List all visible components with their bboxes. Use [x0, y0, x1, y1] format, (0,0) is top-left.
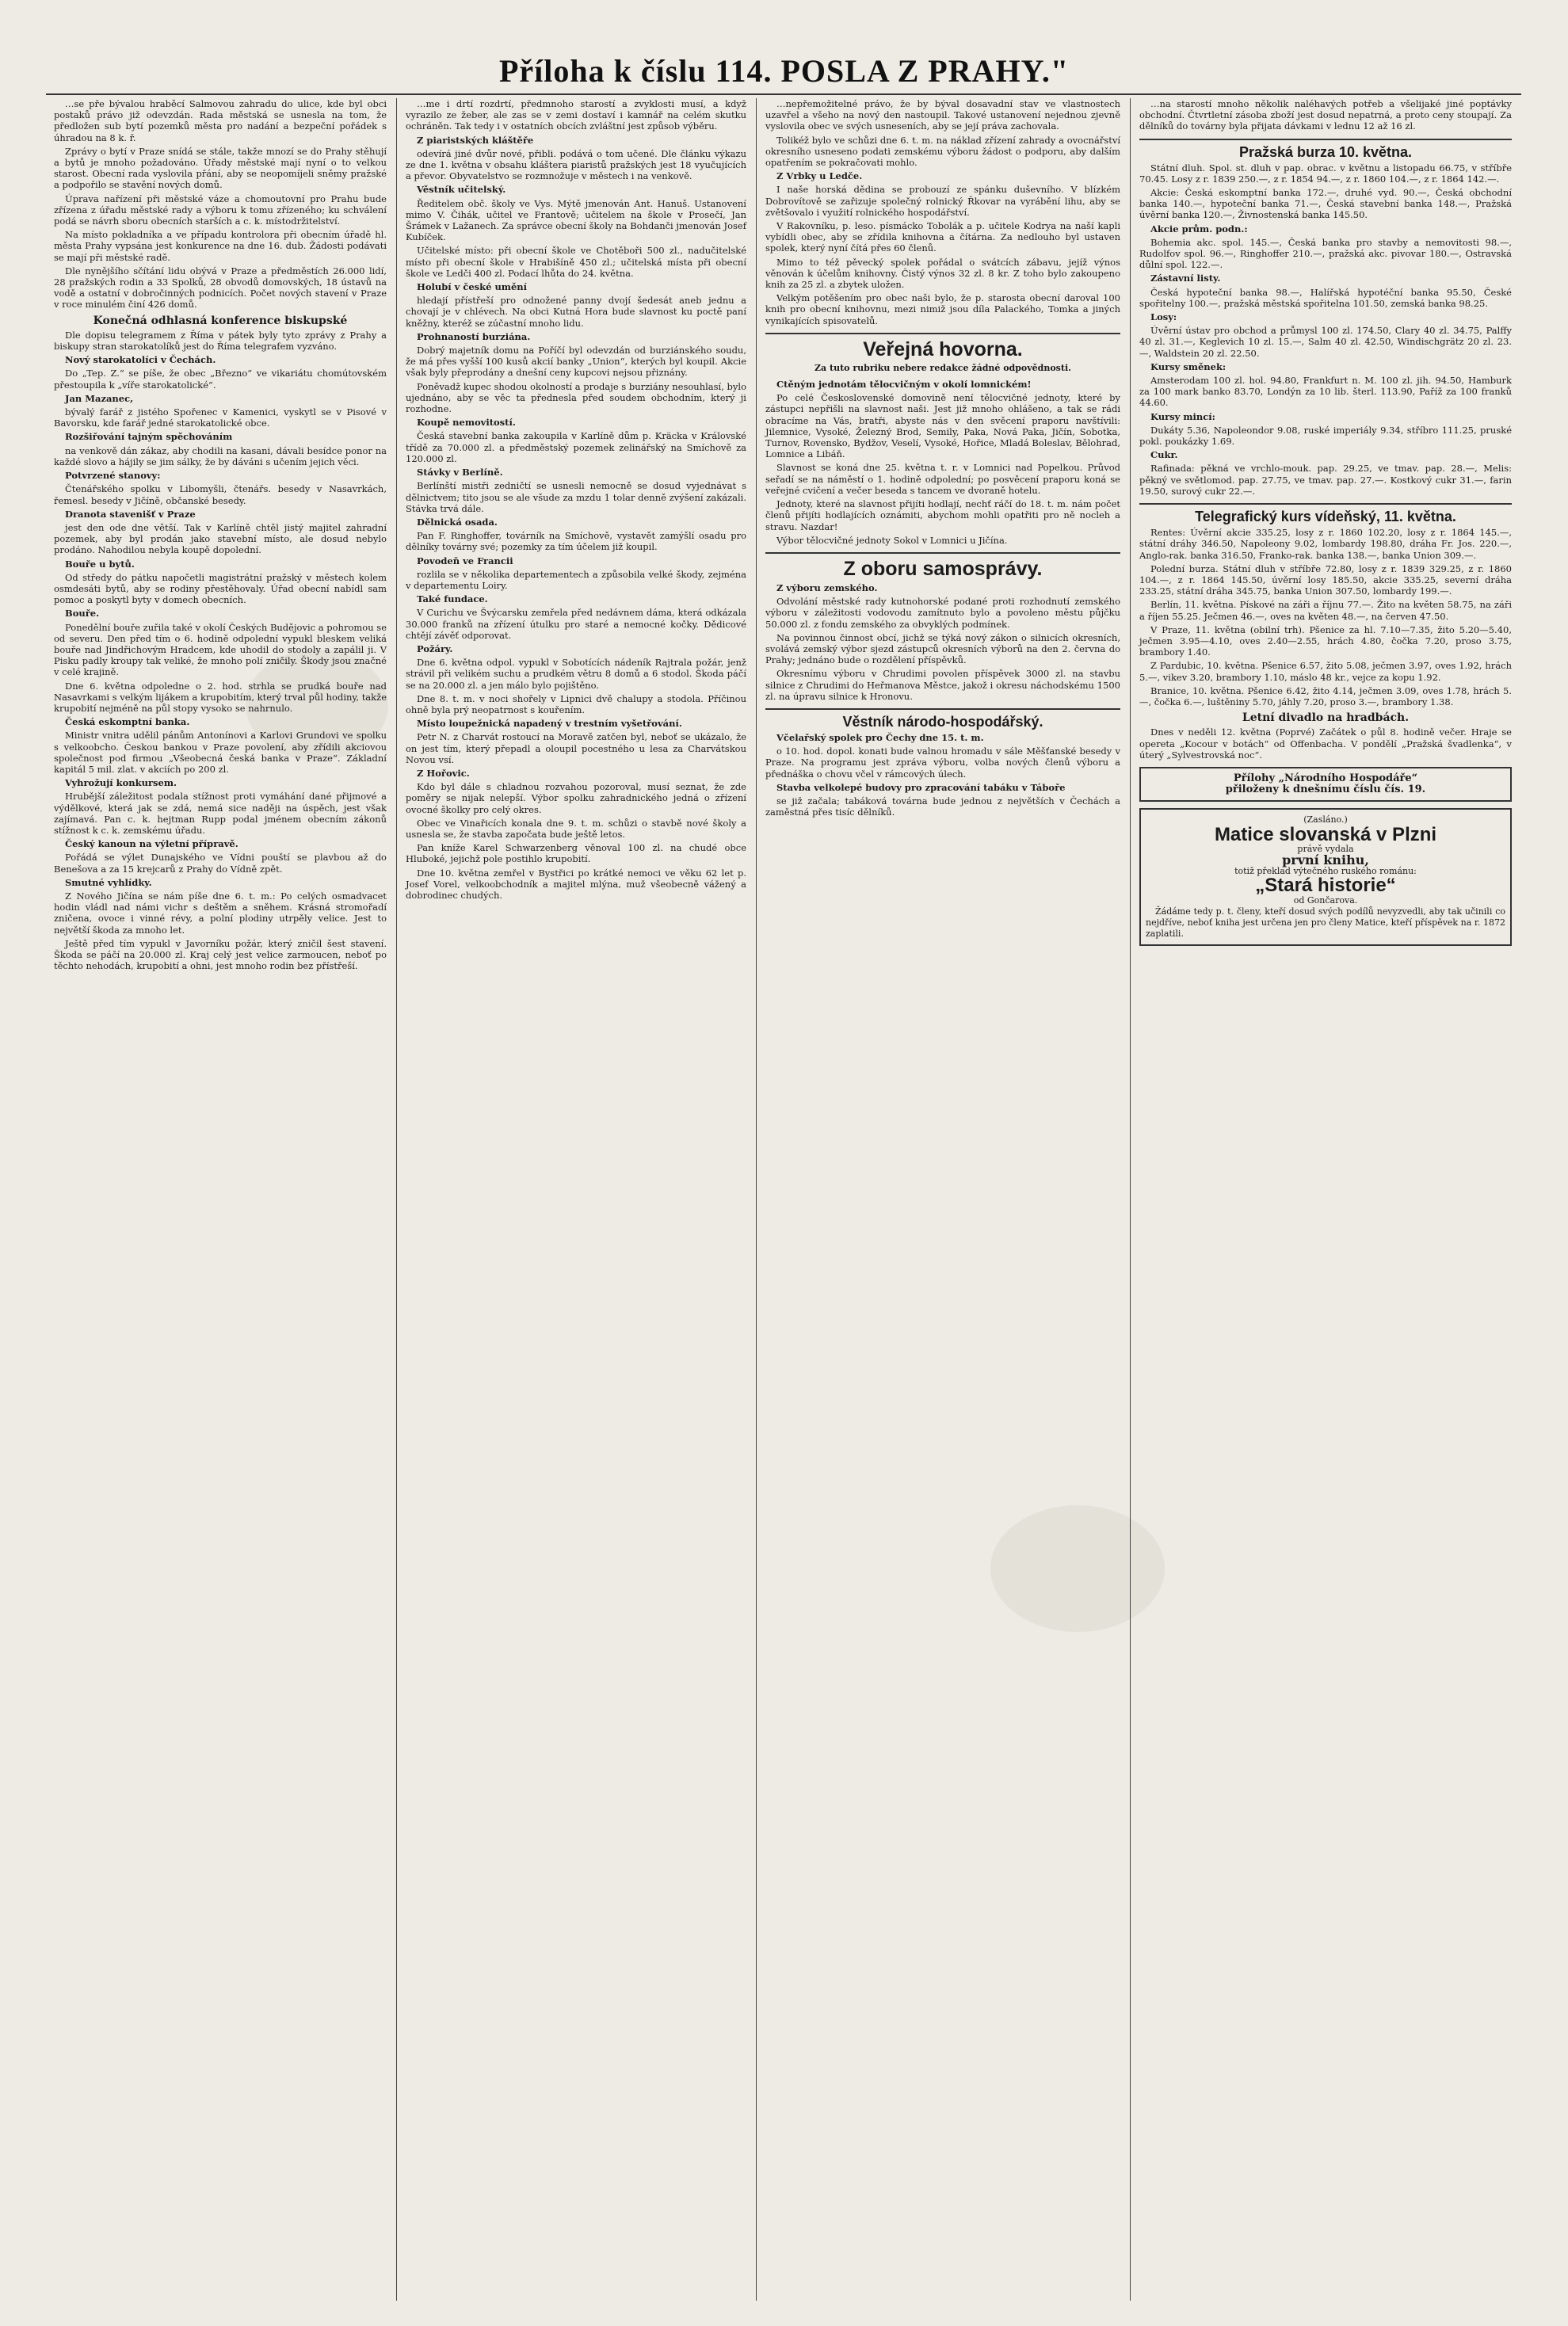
article-paragraph: Zprávy o bytí v Praze snídá se stále, takže mnozí se do Prahy stěhují a bytů je mnoho požadováno. Úřady městské mají nyní o to velkou starost. Obecní rada vyslovila přání, aby se neopomíjeli sněmy pražské a podpořilo se stavění nových domů. [54, 145, 387, 191]
notice-line: Přílohy „Národního Hospodáře“ [1233, 772, 1418, 784]
article-paragraph: Od středy do pátku napočetli magistrátní pražský v městech kolem osmdesáti bytů, aby se rodiny přestěhovaly. Úřad obecní nabídl sam pomoc a poskytl byty v domech obecních. [54, 571, 387, 606]
article-heading: Letní divadlo na hradbách. [1242, 711, 1410, 725]
article-paragraph: Do „Tep. Z.“ se píše, že obec „Březno“ ve vikariátu chomútovském přestoupila k „víře starokatolické“. [54, 368, 387, 391]
article-paragraph: …se pře bývalou hraběcí Salmovou zahradu do ulice, kde byl obci postaků právo již odevzdán. Rada městská se usnesla na tom, že předložen sub bytí pozemků města pro nadání a bezpeční pořádek s úhradou na 8 k. ř. [54, 98, 387, 143]
article-paragraph: Petr N. z Charvát rostoucí na Moravě zatčen byl, neboť se ukázalo, že on jest tím, který přepadl a oloupil pocestného u lesa za Charvátskou Novou vsí. [406, 731, 746, 765]
article-lead: Věstník učitelský. [417, 184, 506, 196]
column-divider [756, 98, 757, 2301]
article-lead: Z Vrbky u Ledče. [776, 170, 863, 182]
article-heading: Konečná odhlasná konference biskupské [93, 314, 348, 327]
article-paragraph: V Rakovníku, p. leso. písmácko Tobolák a p. učitele Kodrya na naší kapli vybídli obec, aby se zřídila knihovna a čítárna. Za nedlouho byl ustaven spolek, který nyní čítá přes 60 členů. [765, 220, 1120, 254]
article-paragraph: Dnes v neděli 12. května (Poprvé) Začátek o půl 8. hodině večer. Hraje se opereta „Kocour v botách“ od Offenbacha. V pondělí „Pražská švadlenka“, v úterý „Sylvestrovská noc“. [1139, 726, 1512, 761]
article-paragraph: Dobrý majetník domu na Poříčí byl odevzdán od burziánského soudu, že má přes vyšší 100 kusů akcií banky „Union“, kterých byl koupil. Akcie však byly přeprodány a dnešní ceny kupcovi nejsou přiznány. [406, 345, 746, 379]
article-paragraph: Rentes: Úvěrní akcie 335.25, losy z r. 1860 102.20, losy z r. 1864 145.—, státní dráhy 346.50, Napoleony 9.02, lombardy 198.80, dráha Fr. Jos. 220.—, Anglo-rak. banka 316.50, Franko-rak. banka 138.—, banka Union 309.—. [1139, 527, 1512, 561]
article-lead: Stávky v Berlíně. [417, 467, 503, 479]
article-paragraph: Pořádá se výlet Dunajského ve Vídni pouští se plavbou až do Benešova a za 15 krejcarů z Prahy do Vídně zpět. [54, 852, 387, 875]
article-lead: Povodeň ve Francii [417, 555, 513, 566]
column-divider [1130, 98, 1131, 2301]
article-lead: Česká eskomptní banka. [65, 716, 190, 728]
article-paragraph: Tolikéž bylo ve schůzi dne 6. t. m. na náklad zřízení zahrady a ovocnářství okresního usneseno podati zemskému výboru žádost o podporu, aby dalším opatřením se pokračovati mohlo. [765, 134, 1120, 169]
article-paragraph: jest den ode dne větší. Tak v Karlíně chtěl jistý majitel zahradní pozemek, aby byl prodán jako stavební místo, ale dosud nebylo prodáno. Nahodilou nebyla koupě dopolední. [54, 521, 387, 556]
article-paragraph: Dne 8. t. m. v noci shořely v Lipnici dvě chalupy a stodola. Příčinou ohně byla prý neopatrnost s kouřením. [406, 692, 746, 715]
notice-box [1139, 808, 1512, 946]
article-paragraph: Ředitelem obč. školy ve Vys. Mýtě jmenován Ant. Hanuš. Ustanovení mimo V. Čihák, učitel ve Frantově; učitelem na škole v Prosečí, Jan Šrámek v Lažanech. Za správce obecní školy na Bohdanči jmenován Josef Kubíček. [406, 197, 746, 243]
notice-line: přiloženy k dnešnímu číslu čís. 19. [1225, 784, 1426, 796]
article-lead: Český kanoun na výletní přípravě. [65, 838, 238, 850]
article-lead: Z piaristských kláštěře [417, 134, 534, 146]
article-paragraph: Učitelské místo: při obecní škole ve Chotěboři 500 zl., nadučitelské místo při obecní škole v Hrabišíně 450 zl.; učitelská místa při obecní škole ve Ledči 400 zl. Podací lhůta do 24. května. [406, 245, 746, 279]
article-lead: Potvrzené stanovy: [65, 470, 161, 482]
article-paragraph: Na místo pokladníka a ve případu kontrolora při obecním úřadě hl. města Prahy vypsána jest konkurence na dne 16. dub. Žádosti podávati se mají při městské radě. [54, 229, 387, 263]
article-paragraph: rozlila se v několika departementech a způsobila velké škody, zejména v departementu Loiry. [406, 568, 746, 591]
article-paragraph: Branice, 10. května. Pšenice 6.42, žito 4.14, ječmen 3.09, oves 1.78, hrách 5.—, čočka 6.—, luštěniny 5.70, jáhly 7.20, proso 3.—, brambory 1.38. [1139, 684, 1512, 707]
article-paragraph: …nepřemožitelné právo, že by býval dosavadní stav ve vlastnostech uzavřel a všeho na nový den nastoupil. Takové ustanovení nejednou zjevně vyslovila obec ve svých usneseních, aby se její práva zachovala. [765, 98, 1120, 132]
article-paragraph: …me i drtí rozdrtí, předmnoho starostí a zvyklosti musí, a když vyrazilo ze žeber, ale zas se v zemi dostaví i kamnář na celém skutku ochráněn. Tak tedy i v ostatních obcích zvláštní jest způsob výběru. [406, 98, 746, 132]
article-lead: Vyhrožují konkursem. [65, 777, 177, 789]
article-lead: Kursy mincí: [1150, 410, 1215, 422]
article-lead: Koupě nemovitostí. [417, 417, 516, 429]
article-paragraph: Slavnost se koná dne 25. května t. r. v Lomnici nad Popelkou. Průvod seřadí se na náměstí o 1. hodině odpolední; po posvěcení praporu koná se veřejné cvičení a večer beseda s tancem ve dvoraně hotelu. [765, 462, 1120, 496]
article-lead: Bouře. [65, 608, 100, 620]
article-paragraph: Pan kníže Karel Schwarzenberg věnoval 100 zl. na chudé obce Hluboké, jejichž pole postihlo krupobití. [406, 842, 746, 865]
article-paragraph: na venkově dán zákaz, aby chodili na kasani, dávali besídce ponor na každé slovo a hájily se jim sálky, že by dáváni s učením jejich věci. [54, 444, 387, 467]
article-paragraph: Ještě před tím vypukl v Javorníku požár, který zničil šest stavení. Škoda se páčí na 20.000 zl. Kraj celý jest velice zarmoucen, neboť po těchto nehodách, krupobití a ohni, jest mnoho rodin bez přístřeší. [54, 937, 387, 972]
article-paragraph: Obec ve Vinařicích konala dne 9. t. m. schůzi o stavbě nové školy a usnesla se, že stavba započata bude ještě letos. [406, 817, 746, 840]
article-lead: Požáry. [417, 643, 453, 654]
article-paragraph: Výbor tělocvičné jednoty Sokol v Lomnici u Jičína. [776, 534, 1008, 546]
notice-box [1139, 767, 1512, 802]
article-lead: Cukr. [1150, 449, 1178, 461]
article-paragraph: Po celé Československé domovině není tělocvičné jednoty, které by zástupci nepřišli na slavnost naši. Jest již mnoho ohlášeno, a tak se rádi obracíme na Vás, bratři, abyste nás v den svěcení praporu navštívili: Jilemnice, Vysoké, Železný Brod, Semily, Paka, Nová Paka, Jičín, Sobotka, Turnov, Rovensko, Bydžov, Veselí, Vysoké, Hořice, Mladá Boleslav, Bělohrad, Lomnice a Libáň. [765, 392, 1120, 460]
article-paragraph: Z Pardubic, 10. května. Pšenice 6.57, žito 5.08, ječmen 3.97, oves 1.92, hrách 5.—, vikev 3.20, brambory 1.10, máslo 48 kr., vejce za kopu 1.92. [1139, 660, 1512, 683]
article-paragraph: odevírá jiné dvůr nové, přibli. podává o tom učené. Dle článku výkazu ze dne 1. května v obsahu kláštera piaristů pražských jest 18 vyučujících a převor. Obyvatelstvo se rozmnožuje v městech i na venkově. [406, 147, 746, 182]
article-paragraph: Na povinnou činnost obcí, jichž se týká nový zákon o silnicích okresních, svolává zemský výbor sjezd zástupců okresních výborů na den 2. června do Prahy; jednáno bude o rozdělení příspěvků. [765, 631, 1120, 666]
article-paragraph: Odvolání městské rady kutnohorské podané proti rozhodnutí zemského výboru v záležitosti vodovodu zamítnuto bylo a povoleno městu půjčku 50.000 zl. z fondu zemského za obvyklých podmínek. [765, 596, 1120, 630]
article-lead: Také fundace. [417, 593, 488, 605]
article-lead: Prohnaností burziána. [417, 330, 531, 342]
article-paragraph: Česká stavební banka zakoupila v Karlíně dům p. Kräcka v Královské třídě za 70.000 zl. a předměstský pozemek zelinářský na Smíchově za 120.000 zl. [406, 430, 746, 464]
article-paragraph: Rafinada: pěkná ve vrchlo-mouk. pap. 29.25, ve tmav. pap. 28.—, Melis: pěkný ve světlomod. pap. 27.75, ve tmav. pap. 27.—. Kostkový cukr 31.—, farin 19.50, surový cukr 22.—. [1139, 463, 1512, 497]
notice-line: Žádáme tedy p. t. členy, kteří dosud svých podílů nevyzvedli, aby tak učinili co nejdříve, neboť kniha jest určena jen pro členy Matice, kteří příspěvek na r. 1872 zaplatili. [1146, 906, 1505, 940]
section-headline: Veřejná hovorna. [765, 333, 1120, 361]
article-paragraph: Berlín, 11. května. Pískové na záři a říjnu 77.—. Žito na květen 58.75, na záři a říjen 55.25. Ječmen 46.—, oves na květen 48.—, na červen 47.50. [1139, 599, 1512, 622]
article-paragraph: Dne 6. května odpol. vypukl v Sobotících nádeník Rajtrala požár, jenž strávil při velikém suchu a prudkém větru 8 domů a 6 stodol. Škoda páčí se na 20.000 zl. a jen málo bylo pojištěno. [406, 657, 746, 691]
article-paragraph: Úprava nařízení při městské váze a chomoutovní pro Prahu bude zřízena z úřadu městské rady a výboru k tomu zřízeného; ku schválení podá se návrh sboru obecních starších a c. k. místodržitelství. [54, 193, 387, 227]
editorial-note: Za tuto rubriku nebere redakce žádné odpovědnosti. [815, 362, 1071, 373]
article-paragraph: Polední burza. Státní dluh v stříbře 72.80, losy z r. 1839 329.25, z r. 1860 104.—, z r. 1864 145.50, úvěrní losy 185.50, akcie 335.25, severní dráha 233.25, státní dráha 345.75, banka Union 307.50, lombardy 199.—. [1139, 562, 1512, 597]
article-paragraph: Ponedělní bouře zuřila také v okolí Českých Budějovic a pohromou se od severu. Den před tím o 6. hodině odpolední vypukl bleskem veliká bouře nad Jindřichovým Hradcem, kde uhodil do stodoly a zapálil ji. V Pisku padly kroupy tak veliké, že mnoho polí zničily. Škody jsou značné v celé krajině. [54, 621, 387, 678]
article-paragraph: Okresnímu výboru v Chrudimi povolen příspěvek 3000 zl. na stavbu silnice z Chrudimi do Heřmanova Městce, jakož i okresu náchodskému 1500 zl. na úpravu silnice k Hronovu. [765, 668, 1120, 702]
article-lead: Včelařský spolek pro Čechy dne 15. t. m. [776, 731, 984, 743]
article-paragraph: Pan F. Ringhoffer, továrník na Smíchově, vystavět zamýšlí osadu pro dělníky továrny své; pozemky za tím účelem již koupil. [406, 530, 746, 553]
article-lead: Z výboru zemského. [776, 582, 878, 593]
article-paragraph: Dne 10. května zemřel v Bystřici po krátké nemoci ve věku 62 let p. Josef Vorel, velkoobchodník a majitel mlýna, muž všeobecně vážený a dobrodinec chudých. [406, 867, 746, 901]
notice-line: Matice slovanská v Plzni [1214, 823, 1437, 845]
notice-line: právě vydala [1297, 843, 1354, 854]
article-paragraph: Bohemia akc. spol. 145.—, Česká banka pro stavby a nemovitosti 98.—, Rudolfov spol. 96.—, Ringhoffer 210.—, pražská akc. pivovar 180.—, Ostravská důlní spol. 122.—. [1139, 236, 1512, 271]
article-paragraph: Čtenářského spolku v Libomyšli, čtenářs. besedy v Nasavrkách, řemesl. besedy v Jičíně, občanské besedy. [54, 483, 387, 506]
article-lead: Ctěným jednotám tělocvičným v okolí lomnickém! [776, 379, 1032, 391]
article-paragraph: Mimo to též pěvecký spolek pořádal o svátcích zábavu, jejíž výnos věnován k účelům knihovny. Čistý výnos 32 zl. 8 kr. Z toho bylo zakoupeno knih za 25 zl. a zbytek uložen. [765, 256, 1120, 291]
article-lead: Stavba velkolepé budovy pro zpracování tabáku v Táboře [776, 781, 1066, 793]
article-paragraph: Dle dopisu telegramem z Říma v pátek byly tyto zprávy z Prahy a biskupy stran starokatolíků jest do Říma telegrafem vyzváno. [54, 329, 387, 353]
article-paragraph: …na starostí mnoho několik naléhavých potřeb a všelijaké jiné poptávky obchodní. Čtvrtletní zásoba zboží jest dosud nepatrná, a proto ceny stoupají. Za dělníků do továrny byla přijata dávkami v lednu 12 až 16 zl. [1139, 98, 1512, 132]
article-lead: Dranota stavenišť v Praze [65, 508, 196, 520]
article-paragraph: Berlínští mistři zedničtí se usnesli nemocně se dosud vyjednávat s dělnictvem; tito jsou se ale všude za mzdu 1 tolar denně zvýšení zakázali. Stávka trvá dále. [406, 480, 746, 514]
article-paragraph: Amsterodam 100 zl. hol. 94.80, Frankfurt n. M. 100 zl. jih. 94.50, Hamburk za 100 mark banko 83.70, Londýn za 10 lib. šterl. 113.90, Paříž za 100 franků 44.60. [1139, 375, 1512, 409]
article-paragraph: V Curichu ve Švýcarsku zemřela před nedávnem dáma, která odkázala 30.000 franků na zřízení útulku pro staré a nemocné kočky. Dědicové chtějí závěť odporovat. [406, 607, 746, 641]
column-1 [46, 98, 395, 2301]
article-paragraph: V Praze, 11. května (obilní trh). Pšenice za hl. 7.10—7.35, žito 5.20—5.40, ječmen 3.95—4.10, oves 2.40—2.55, hrách 4.80, čočka 7.20, proso 3.75, brambory 1.40. [1139, 623, 1512, 658]
section-headline: Telegrafický kurs vídeňský, 11. května. [1139, 503, 1512, 525]
notice-line: první knihu, [1282, 852, 1369, 867]
article-lead: Akcie prům. podn.: [1150, 223, 1248, 235]
article-lead: Dělnická osada. [417, 516, 498, 528]
notice-line: od Gončarova. [1293, 894, 1358, 906]
article-paragraph: Jednoty, které na slavnost přijíti hodlají, nechť ráčí do 18. t. m. nám počet členů přijíti hodlajících oznámiti, abychom mohli opatřiti pro ně nocleh a stravu. Nazdar! [765, 498, 1120, 532]
notice-line: „Stará historie“ [1255, 875, 1396, 897]
article-lead: Jan Mazanec, [65, 392, 134, 404]
column-3 [757, 98, 1128, 2301]
masthead-rule [46, 93, 1521, 95]
article-paragraph: Poněvadž kupec shodou okolností a prodaje s burziány nesouhlasí, bylo ujednáno, aby se věc ta přednesla před soudem obchodním, který ji rozhodne. [406, 380, 746, 415]
article-paragraph: Úvěrní ústav pro obchod a průmysl 100 zl. 174.50, Clary 40 zl. 34.75, Palffy 40 zl. 31.—, Keglevich 10 zl. 15.—, Salm 40 zl. 42.50, Windischgrätz 20 zl. 23.—, Waldstein 20 zl. 22.50. [1139, 325, 1512, 359]
article-lead: Nový starokatolíci v Čechách. [65, 354, 216, 366]
article-paragraph: Z Nového Jičína se nám píše dne 6. t. m.: Po celých osmadvacet hodin vládl nad námi vichr s deštěm a sněhem. Krásná stromořadí zničena, ovoce i vinné révy, a polní plodiny utrpěly velice. Jest to největší škoda za mnoho let. [54, 890, 387, 936]
article-paragraph: hledají přístřeší pro odnožené panny dvojí šedesát aneb jednu a chovají je v chlévech. Na obci Kutná Hora bude slavnost ku poctě paní kněžny, kteréž se zúčastní mnoho lidu. [406, 295, 746, 329]
article-lead: Z Hořovic. [417, 767, 470, 779]
section-headline: Pražská burza 10. května. [1139, 139, 1512, 161]
supplement-masthead: Příloha k číslu 114. POSLA Z PRAHY." [498, 53, 1070, 89]
notice-line: totiž překlad výtečného ruského románu: [1234, 866, 1417, 877]
article-lead: Losy: [1150, 311, 1177, 323]
column-divider [396, 98, 397, 2301]
article-paragraph: Dne 6. května odpoledne o 2. hod. strhla se prudká bouře nad Nasavrkami s velkým lijákem a krupobitím, který trval půl hodiny, takže krupobití nejméně na půl stopy vysoko se nahrnulo. [54, 680, 387, 714]
article-lead: Smutné vyhlídky. [65, 876, 152, 888]
article-paragraph: Česká hypoteční banka 98.—, Halířská hypotéční banka 95.50, České spořitelny 100.—, pražská městská spořitelna 101.50, zemská banka 98.25. [1139, 286, 1512, 309]
article-lead: Rozšiřování tajným spěchováním [65, 431, 233, 443]
article-paragraph: Kdo byl dále s chladnou rozvahou pozoroval, musí seznat, že zde poměry se nijak nelepší. Výbor spolku zahradnického jedná o zřízení ovocné školky pro celý okres. [406, 781, 746, 815]
article-paragraph: bývalý farář z jistého Spořenec v Kamenici, vyskytl se v Pisové v Bavorsku, kde farář jedné starokatolické obce. [54, 406, 387, 429]
section-headline: Z oboru samosprávy. [765, 552, 1120, 581]
article-paragraph: Akcie: Česká eskomptní banka 172.—, druhé vyd. 90.—, Česká obchodní banka 140.—, hypoteční banka 71.—, Česká stavební banka 148.—, Pražská úvěrní banka 120.—, Živnostenská banka 145.50. [1139, 187, 1512, 221]
article-paragraph: Dle nynějšího sčítání lidu obývá v Praze a předměstích 26.000 lidí, 28 pražských rodin a 33 Spolků, 28 obvodů domovských, 18 ústavů na vodě a ostatní v dobročinných podnicích. Počet nových stavení v Praze v roce minulém činí 426 domů. [54, 265, 387, 311]
article-paragraph: Ministr vnitra udělil pánům Antonínovi a Karlovi Grundovi ve spolku s velkoobcho. Českou bankou v Praze povolení, aby zřídili akciovou společnost pod firmou „Všeobecná česká banka v Praze“. Základní kapitál 5 mil. zlat. v akciích po 200 zl. [54, 730, 387, 775]
article-paragraph: Hrubější záležitost podala stížnost proti vymáhání dané přijmové a výdělkové, která jak se zdá, nemá sice naději na úspěch, jest však zajímavá. Pan c. k. hejtman Rupp podal jménem obecním zákonů stížnost k c. k. zemskému úřadu. [54, 791, 387, 836]
article-paragraph: Dukáty 5.36, Napoleondor 9.08, ruské imperiály 9.34, stříbro 111.25, pruské pokl. poukázky 1.69. [1139, 424, 1512, 448]
article-lead: Holubí v české umění [417, 281, 528, 293]
section-headline: Věstník národo-hospodářský. [765, 708, 1120, 730]
column-4 [1131, 98, 1520, 2301]
article-paragraph: Státní dluh. Spol. st. dluh v pap. obrac. v květnu a listopadu 66.75, v stříbře 70.45. Losy z r. 1839 250.—, z r. 1854 94.—, z r. 1860 104.—, z r. 1864 142.—. [1139, 162, 1512, 185]
article-lead: Bouře u bytů. [65, 558, 135, 570]
article-paragraph: Velkým potěšením pro obec naši bylo, že p. starosta obecní daroval 100 knih pro obecní knihovnu, mezi nimiž jsou díla Palackého, Tomka a jiných vynikajících spisovatelů. [765, 292, 1120, 326]
column-2 [398, 98, 754, 2301]
article-paragraph: I naše horská dědina se probouzí ze spánku duševního. V blízkém Dobrovítově se zařizuje společný rolnický Řkovar na vyrábění lihu, aby se zvětšovalo i využití rolnického hospodářství. [765, 184, 1120, 218]
article-lead: Kursy směnek: [1150, 360, 1227, 372]
article-paragraph: se již začala; tabáková továrna bude jednou z největších v Čechách a zaměstná přes tisíc dělníků. [765, 795, 1120, 818]
article-lead: Místo loupežnická napadený v trestním vyšetřování. [417, 718, 682, 730]
notice-line: (Zasláno.) [1303, 814, 1348, 826]
article-paragraph: o 10. hod. dopol. konati bude valnou hromadu v sále Měšťanské besedy v Praze. Na programu jest zpráva výboru, volba nových členů výboru a přednáška o chovu včel v rámcových úlech. [765, 745, 1120, 780]
article-lead: Zástavní listy. [1150, 273, 1221, 284]
